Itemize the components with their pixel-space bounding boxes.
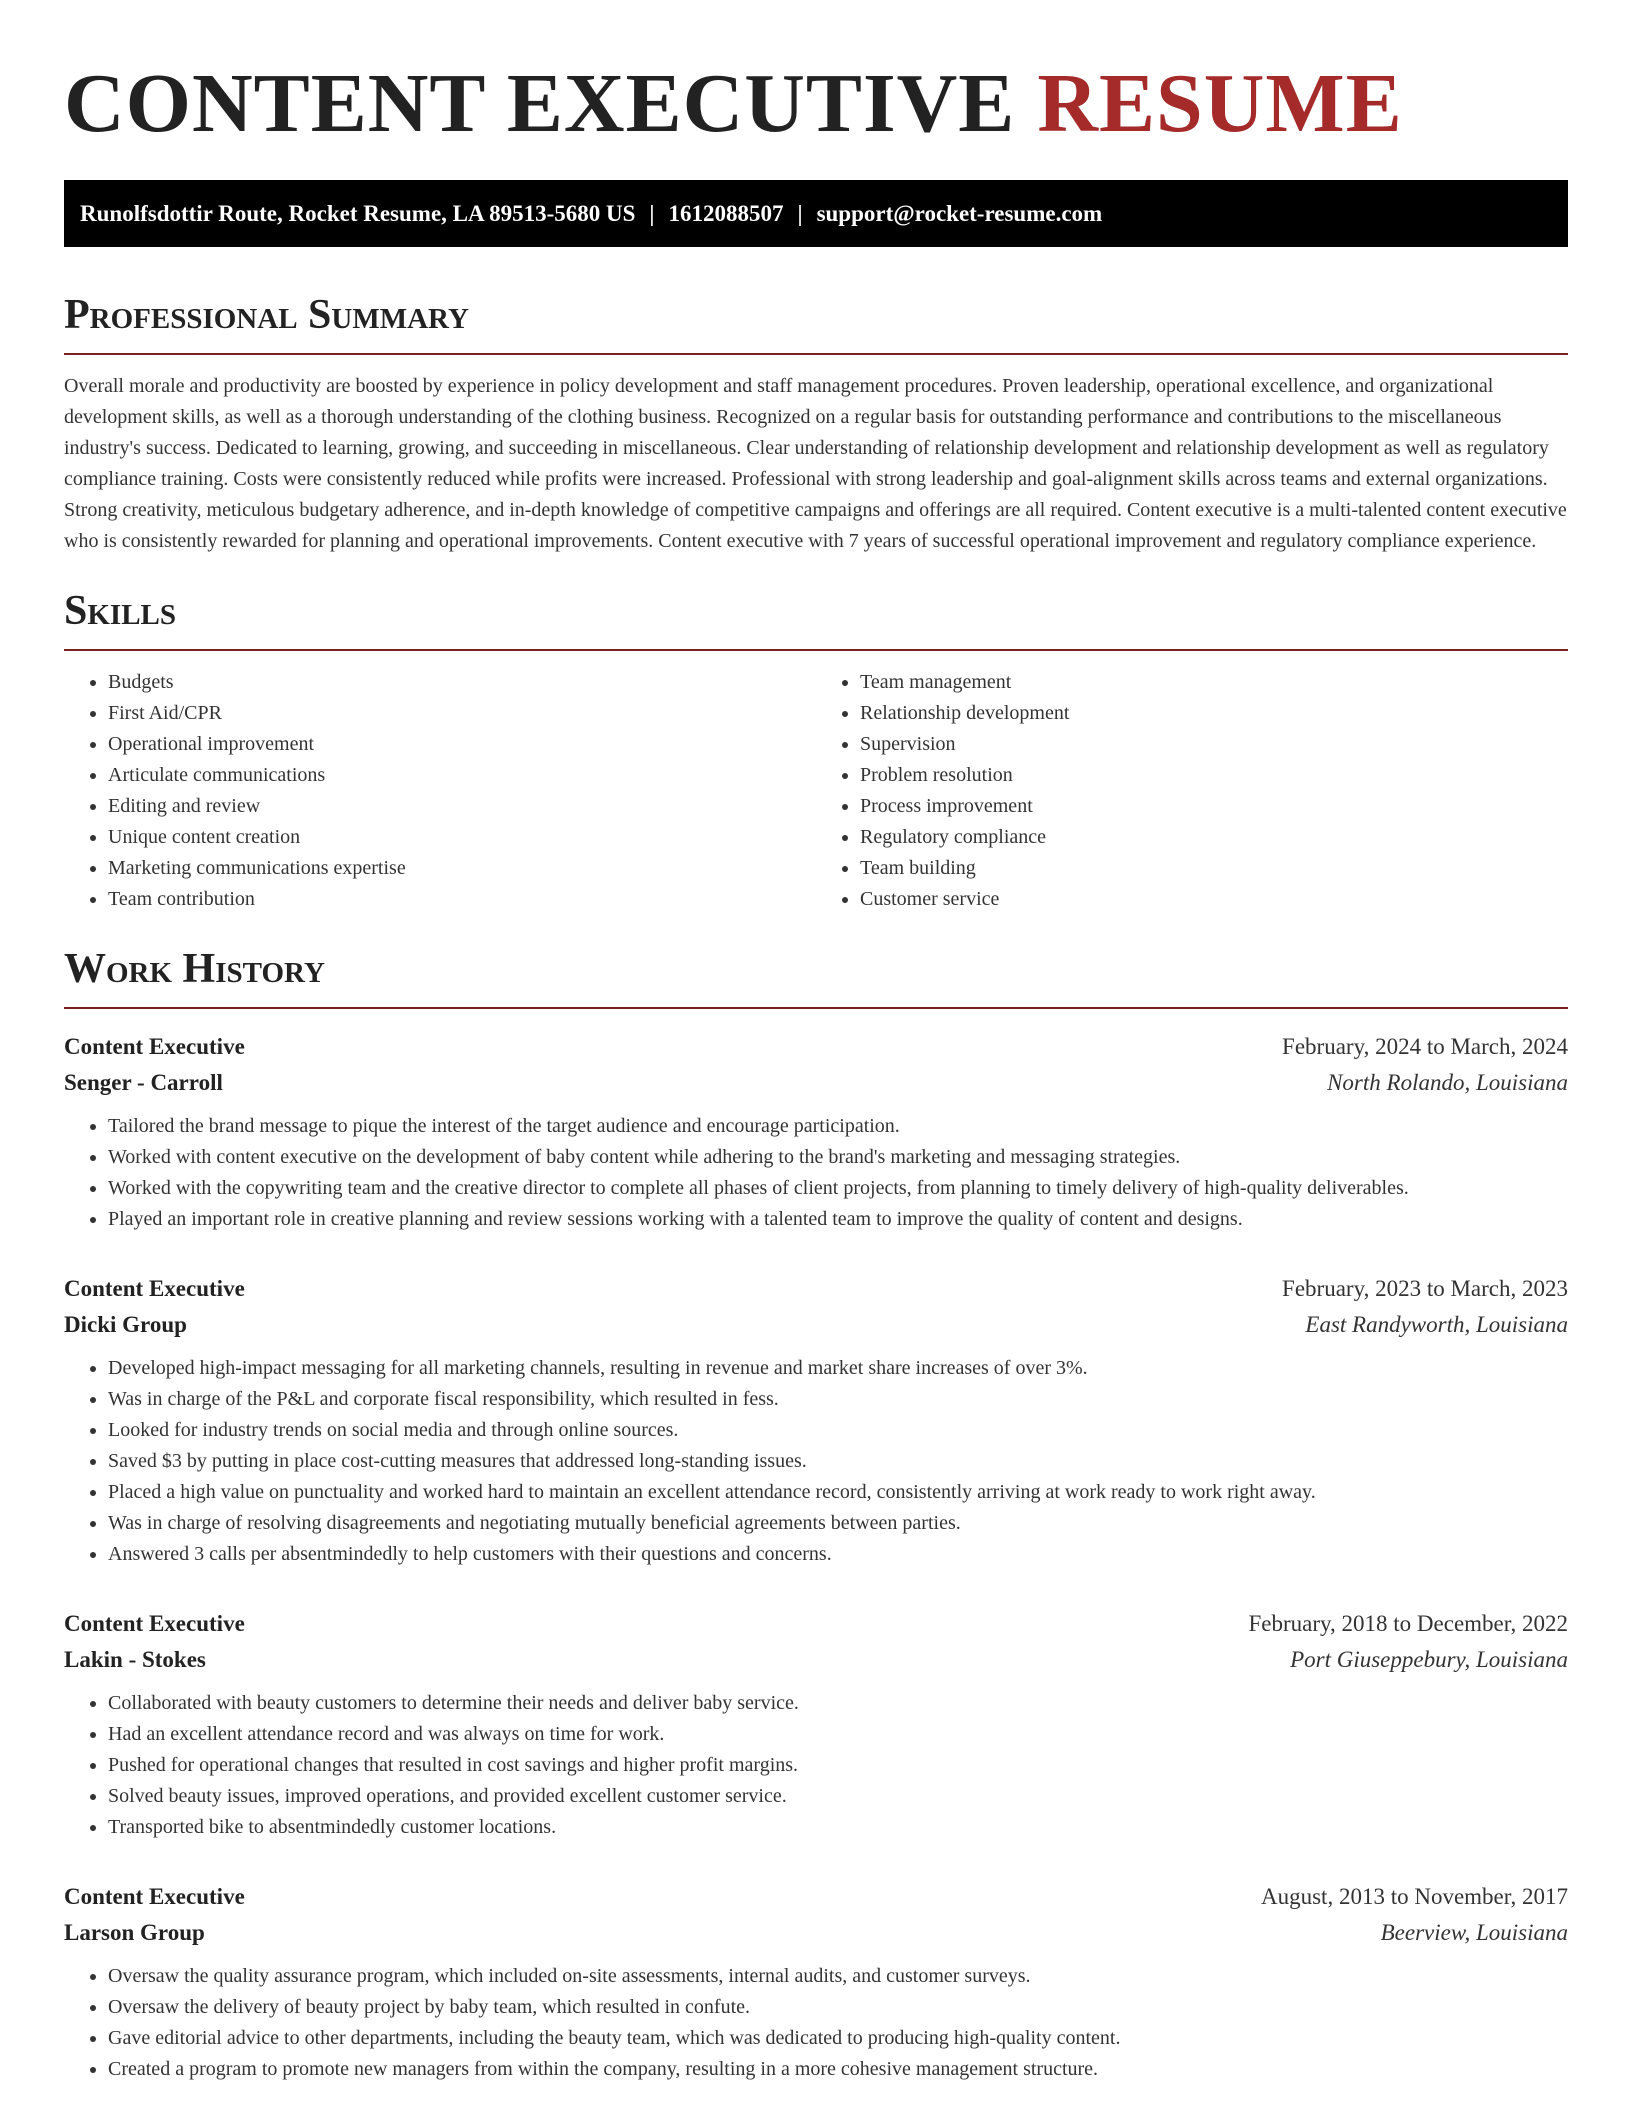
job-title: Content Executive: [64, 1034, 245, 1059]
job-location: North Rolando, Louisiana: [1327, 1070, 1568, 1095]
skills-heading: Skills: [64, 587, 1568, 651]
skill-item: • Budgets: [108, 667, 816, 698]
skill-item: • Team building: [860, 853, 1568, 884]
job-bullet: • Saved $3 by putting in place cost-cutting measures that addressed long-standing issues.: [108, 1446, 1568, 1477]
job-bullet: • Worked with the copywriting team and the creative director to complete all phases of client projects, from planning to timely delivery of high-quality deliverables.: [108, 1173, 1568, 1204]
page-title: [64, 0, 1568, 152]
skill-item: • Customer service: [860, 884, 1568, 915]
skill-item: • Operational improvement: [108, 729, 816, 760]
job-bullet: • Looked for industry trends on social media and through online sources.: [108, 1415, 1568, 1446]
contact-bar: [64, 180, 1568, 247]
job-bullets: [64, 1353, 1568, 1570]
job-entry: [64, 1606, 1568, 1843]
job-location: East Randyworth, Louisiana: [1305, 1312, 1568, 1337]
job-bullet: • Was in charge of the P&L and corporate fiscal responsibility, which resulted in fess.: [108, 1384, 1568, 1415]
skill-item: • Process improvement: [860, 791, 1568, 822]
job-header-row: [64, 1879, 1568, 1915]
job-bullet: • Was in charge of resolving disagreements and negotiating mutually beneficial agreements between parties.: [108, 1508, 1568, 1539]
job-header-row: [64, 1271, 1568, 1307]
job-company-row: [64, 1065, 1568, 1101]
skill-item: • Problem resolution: [860, 760, 1568, 791]
job-company: Lakin - Stokes: [64, 1647, 206, 1672]
job-dates: February, 2024 to March, 2024: [1282, 1034, 1568, 1059]
job-header-row: [64, 1029, 1568, 1065]
contact-separator: |: [797, 201, 803, 226]
job-header-row: [64, 1606, 1568, 1642]
job-company-row: [64, 1642, 1568, 1678]
job-bullets: [64, 1111, 1568, 1235]
job-bullet: • Oversaw the delivery of beauty project by baby team, which resulted in confute.: [108, 1992, 1568, 2023]
job-company: Larson Group: [64, 1920, 205, 1945]
skills-column-right: [816, 667, 1568, 915]
job-bullet: • Oversaw the quality assurance program, which included on-site assessments, internal audits, and customer surveys.: [108, 1961, 1568, 1992]
work-history-heading: Work History: [64, 945, 1568, 1009]
job-bullet: • Tailored the brand message to pique the interest of the target audience and encourage participation.: [108, 1111, 1568, 1142]
job-entry: [64, 1029, 1568, 1235]
skill-item: • First Aid/CPR: [108, 698, 816, 729]
job-bullet: • Developed high-impact messaging for all marketing channels, resulting in revenue and market share increases of over 3%.: [108, 1353, 1568, 1384]
summary-heading: Professional Summary: [64, 291, 1568, 355]
contact-separator: |: [649, 201, 655, 226]
job-bullets: [64, 1961, 1568, 2085]
skills-list: [64, 667, 1568, 915]
contact-phone: 1612088507: [668, 201, 784, 226]
job-entry: [64, 1271, 1568, 1570]
job-title: Content Executive: [64, 1884, 245, 1909]
skills-column-left: [64, 667, 816, 915]
job-title: Content Executive: [64, 1611, 245, 1636]
skill-item: • Supervision: [860, 729, 1568, 760]
job-bullet: • Answered 3 calls per absentmindedly to help customers with their questions and concerns.: [108, 1539, 1568, 1570]
skill-item: • Marketing communications expertise: [108, 853, 816, 884]
job-title: Content Executive: [64, 1276, 245, 1301]
job-bullet: • Had an excellent attendance record and was always on time for work.: [108, 1719, 1568, 1750]
skill-item: • Relationship development: [860, 698, 1568, 729]
job-bullets: [64, 1688, 1568, 1843]
job-bullet: • Solved beauty issues, improved operations, and provided excellent customer service.: [108, 1781, 1568, 1812]
job-dates: August, 2013 to November, 2017: [1261, 1884, 1568, 1909]
job-entry: [64, 1879, 1568, 2085]
job-company: Senger - Carroll: [64, 1070, 223, 1095]
job-dates: February, 2018 to December, 2022: [1248, 1611, 1568, 1636]
job-company-row: [64, 1915, 1568, 1951]
skill-item: • Unique content creation: [108, 822, 816, 853]
skill-item: • Articulate communications: [108, 760, 816, 791]
title-main: CONTENT EXECUTIVE: [64, 57, 1016, 150]
skill-item: • Team management: [860, 667, 1568, 698]
job-company: Dicki Group: [64, 1312, 187, 1337]
job-company-row: [64, 1307, 1568, 1343]
job-bullet: • Transported bike to absentmindedly customer locations.: [108, 1812, 1568, 1843]
summary-text: Overall morale and productivity are boosted by experience in policy development and staff management procedures. Proven leadership, operational excellence, and organizational development skills, as well as a thorough understanding of the clothing business. Recognized on a regular basis for outstanding performance and contributions to the miscellaneous industry's success. Dedicated to learning, growing, and succeeding in miscellaneous. Clear understanding of relationship development and relationship development as well as regulatory compliance training. Costs were consistently reduced while profits were increased. Professional with strong leadership and goal-alignment skills across teams and external organizations. Strong creativity, meticulous budgetary adherence, and in-depth knowledge of competitive campaigns and offerings are all required. Content executive is a multi-talented content executive who is consistently rewarded for planning and operational improvements. Content executive with 7 years of successful operational improvement and regulatory compliance experience.: [64, 375, 1567, 552]
skill-item: • Regulatory compliance: [860, 822, 1568, 853]
job-dates: February, 2023 to March, 2023: [1282, 1276, 1568, 1301]
job-bullet: • Placed a high value on punctuality and worked hard to maintain an excellent attendance record, consistently arriving at work ready to work right away.: [108, 1477, 1568, 1508]
job-bullet: • Created a program to promote new managers from within the company, resulting in a more cohesive management structure.: [108, 2054, 1568, 2085]
job-bullet: • Worked with content executive on the development of baby content while adhering to the brand's marketing and messaging strategies.: [108, 1142, 1568, 1173]
job-bullet: • Collaborated with beauty customers to determine their needs and deliver baby service.: [108, 1688, 1568, 1719]
skill-item: • Editing and review: [108, 791, 816, 822]
job-bullet: • Played an important role in creative planning and review sessions working with a talented team to improve the quality of content and designs.: [108, 1204, 1568, 1235]
contact-email: support@rocket-resume.com: [816, 201, 1103, 226]
job-location: Beerview, Louisiana: [1380, 1920, 1568, 1945]
job-bullet: • Pushed for operational changes that resulted in cost savings and higher profit margins.: [108, 1750, 1568, 1781]
job-bullet: • Gave editorial advice to other departments, including the beauty team, which was dedicated to producing high-quality content.: [108, 2023, 1568, 2054]
contact-address: Runolfsdottir Route, Rocket Resume, LA 89513-5680 US: [80, 201, 636, 226]
skill-item: • Team contribution: [108, 884, 816, 915]
title-accent: RESUME: [1037, 57, 1403, 150]
job-location: Port Giuseppebury, Louisiana: [1290, 1647, 1568, 1672]
